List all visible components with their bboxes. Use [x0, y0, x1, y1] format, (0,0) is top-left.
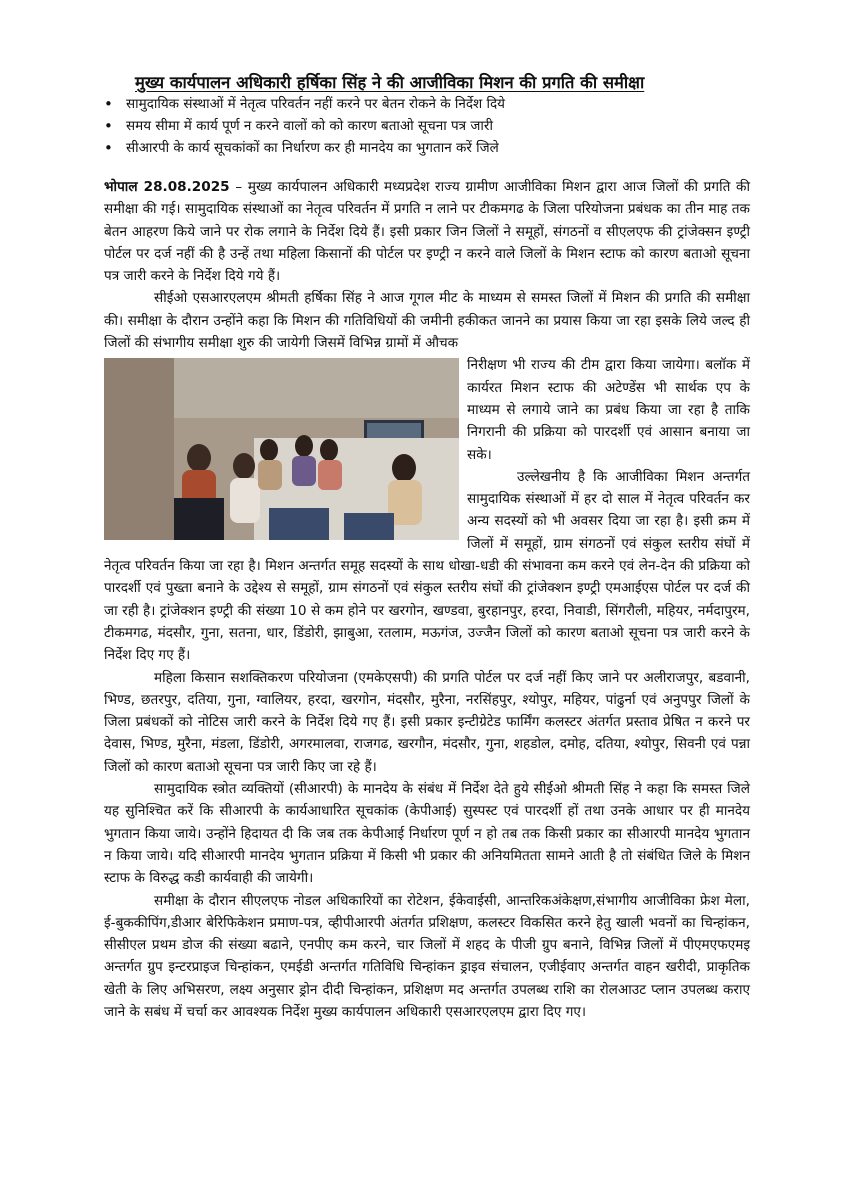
highlights-list	[104, 93, 505, 159]
paragraph-inspection: निरीक्षण भी राज्य की टीम द्वारा किया जायेगा। बलॉक में कार्यरत मिशन स्टाफ की अटेण्डेंस भी सार्थक एप के माध्यम से लगाये जाने का प्रबंध किया जा रहा है ताकि निगरानी की प्रक्रिया को पारदर्शी एवं आसान बनाया जा सके।	[467, 357, 750, 463]
highlight-item: • सीआरपी के कार्य सूचकांकों का निर्धारण कर ही मानदेय का भुगतान करें जिले	[104, 137, 505, 159]
highlight-item: • सामुदायिक संस्थाओं में नेतृत्व परिवर्तन नहीं करने पर बेतन रोकने के निर्देश दिये	[104, 93, 505, 115]
highlight-item: • समय सीमा में कार्य पूर्ण न करने वालों को को कारण बताओ सूचना पत्र जारी	[104, 115, 505, 137]
dateline: भोपाल 28.08.2025	[104, 179, 230, 195]
headline: मुख्य कार्यपालन अधिकारी हर्षिका सिंह ने की आजीविका मिशन की प्रगति की समीक्षा	[135, 73, 645, 92]
article-body	[104, 176, 750, 1023]
meeting-photo-illustration	[104, 358, 459, 540]
paragraph-discussion: समीक्षा के दौरान सीएलएफ नोडल अधिकारियों का रोटेशन, ईकेवाईसी, आन्तरिकअंकेक्षण,संभागीय आजीविका फ्रेश मेला, ई-बुककीपिंग,डीआर बेरिफिकेशन प्रमाण-पत्र, व्हीपीआरपी अंतर्गत प्रशिक्षण, कलस्टर विकसित करने हेतु खाली भवनों का चिन्हांकन, सीसीएल प्रथम डोज की संख्या बढाने, एनपीए कम करने, चार जिलों में शहद के पीजी ग्रुप बनाने, विभिन्न जिलों में पीएमएफएमइ अन्तर्गत ग्रुप इन्टरप्राइज चिन्हांकन, एमईडी अन्तर्गत गतिविधि चिन्हांकन ड्राइव संचालन, एजीईवाए अन्तर्गत वाहन खरीदी, प्राकृतिक खेती के लिए अभिसरण, लक्ष्य अनुसार ड्रोन दीदी चिन्हांकन, प्रशिक्षण मद अन्तर्गत उपलब्ध राशि का रोलआउट प्लान उपलब्ध कराए जाने के सबंध में चर्चा कर आवश्यक निर्देश मुख्य कार्यपालन अधिकारी एसआरएलएम द्वारा दिए गए।	[104, 892, 751, 1020]
paragraph-review: सीईओ एसआरएलएम श्रीमती हर्षिका सिंह ने आज गूगल मीट के माध्यम से समस्त जिलों में मिशन की प्रगति की समीक्षा की। समीक्षा के दौरान उन्होंने कहा कि मिशन की गतिविधियों की जमीनी हकीकत जानने का प्रयास किया जा रहा इसके लिये जल्द ही जिलों की संभागीय समीक्षा शुरु की जायेगी जिसमें विभिन्न ग्रामों में औचक	[104, 290, 750, 352]
paragraph-mksp: महिला किसान सशक्तिकरण परियोजना (एमकेएसपी) की प्रगति पोर्टल पर दर्ज नहीं किए जाने पर अलीराजपुर, बडवानी, भिण्ड, छतरपुर, दतिया, गुना, ग्वालियर, हरदा, खरगोन, मंदसौर, मुरैना, नरसिंहपुर, श्योपुर, महियर, पांढुर्ना एवं अनुपपुर जिलों के जिला प्रबंधकों को नोटिस जारी करने के निर्देश दिये गए हैं। इसी प्रकार इन्टीग्रेटेड फार्मिंग कलस्टर अंतर्गत प्रस्ताव प्रेषित न करने पर देवास, भिण्ड, मुरैना, मंडला, डिंडोरी, अगरमालवा, राजगढ, खरगौन, मंदसौर, गुना, शहडोल, दमोह, दतिया, श्योपुर, सिवनी एवं पन्ना जिलों को कारण बताओ सूचना पत्र जारी किए जा रहे हैं।	[104, 669, 750, 775]
paragraph-intro-text: – मुख्य कार्यपालन अधिकारी मध्यप्रदेश राज्य ग्रामीण आजीविका मिशन द्वारा आज जिलों की प्रगति की समीक्षा की गई। सामुदायिक संस्थाओं का नेतृत्व परिवर्तन में प्रगति न लाने पर टीकमगढ के जिला परियोजना प्रबंधक का तीन माह तक बेतन आहरण किये जाने पर रोक लगाने के निर्देश दिये हैं। इसी प्रकार जिन जिलों ने समूहों, संगठनों व सीएलएफ की ट्रांजेक्सन इण्ट्री पोर्टल पर दर्ज नहीं की है उन्हें तथा महिला किसानों की पोर्टल पर इण्ट्री न करने वाले जिलों के मिशन स्टाफ को कारण बताओ सूचना पत्र जारी करने के निर्देश दिये गये हैं।	[104, 179, 750, 285]
paragraph-intro	[104, 176, 750, 287]
paragraph-leadership: उल्लेखनीय है कि आजीविका मिशन अन्तर्गत सामुदायिक संस्थाओं में हर दो साल में नेतृत्व परिवर्तन कर अन्य सदस्यों को भी अवसर दिया जा रहा है। इसी क्रम में जिलों में समूहों, ग्राम संगठनों एवं संकुल स्तरीय संघों में नेतृत्व परिवर्तन किया जा रहा है। मिशन अन्तर्गत समूह सदस्यों के साथ धोखा-धडी की संभावना कम करने एवं लेन-देन की प्रक्रिया को पारदर्शी एवं पुख्ता बनाने के उद्देश्य से समूहों, ग्राम संगठनों एवं संकुल स्तरीय संघों की ट्रांजेक्शन इण्ट्री एमआईएस पोर्टल पर दर्ज की जा रही है। ट्रांजेक्शन इण्ट्री की संख्या 10 से कम होने पर खरगोन, खण्डवा, बुरहानपुर, हरदा, निवाडी, सिंगरौली, महियर, नर्मदापुरम, टीकमगढ, मंदसौर, गुना, सतना, धार, डिंडोरी, झाबुआ, रतलाम, मऊगंज, उज्जैन जिलों को कारण बताओ सूचना पत्र जारी करने के निर्देश दिए गए हैं।	[104, 468, 750, 664]
meeting-photo	[104, 358, 459, 540]
paragraph-crp: सामुदायिक स्त्रोत व्यक्तियों (सीआरपी) के मानदेय के संबंध में निर्देश देते हुये सीईओ श्रीमती सिंह ने कहा कि समस्त जिले यह सुनिश्चित करें कि सीआरपी के कार्यआधारित सूचकांक (केपीआई) सुस्पस्ट एवं पारदर्शी हों तथा उनके आधार पर ही मानदेय भुगतान किया जाये। उन्होंने हिदायत दी कि जब तक केपीआई निर्धारण पूर्ण न हो तब तक किसी प्रकार का सीआरपी मानदेय भुगतान न किया जाये। यदि सीआरपी मानदेय भुगतान प्रक्रिया में किसी भी प्रकार की अनियमितता सामने आती है तो संबंधित जिले के मिशन स्टाफ के विरुद्ध कडी कार्यवाही की जायेगी।	[104, 781, 750, 887]
